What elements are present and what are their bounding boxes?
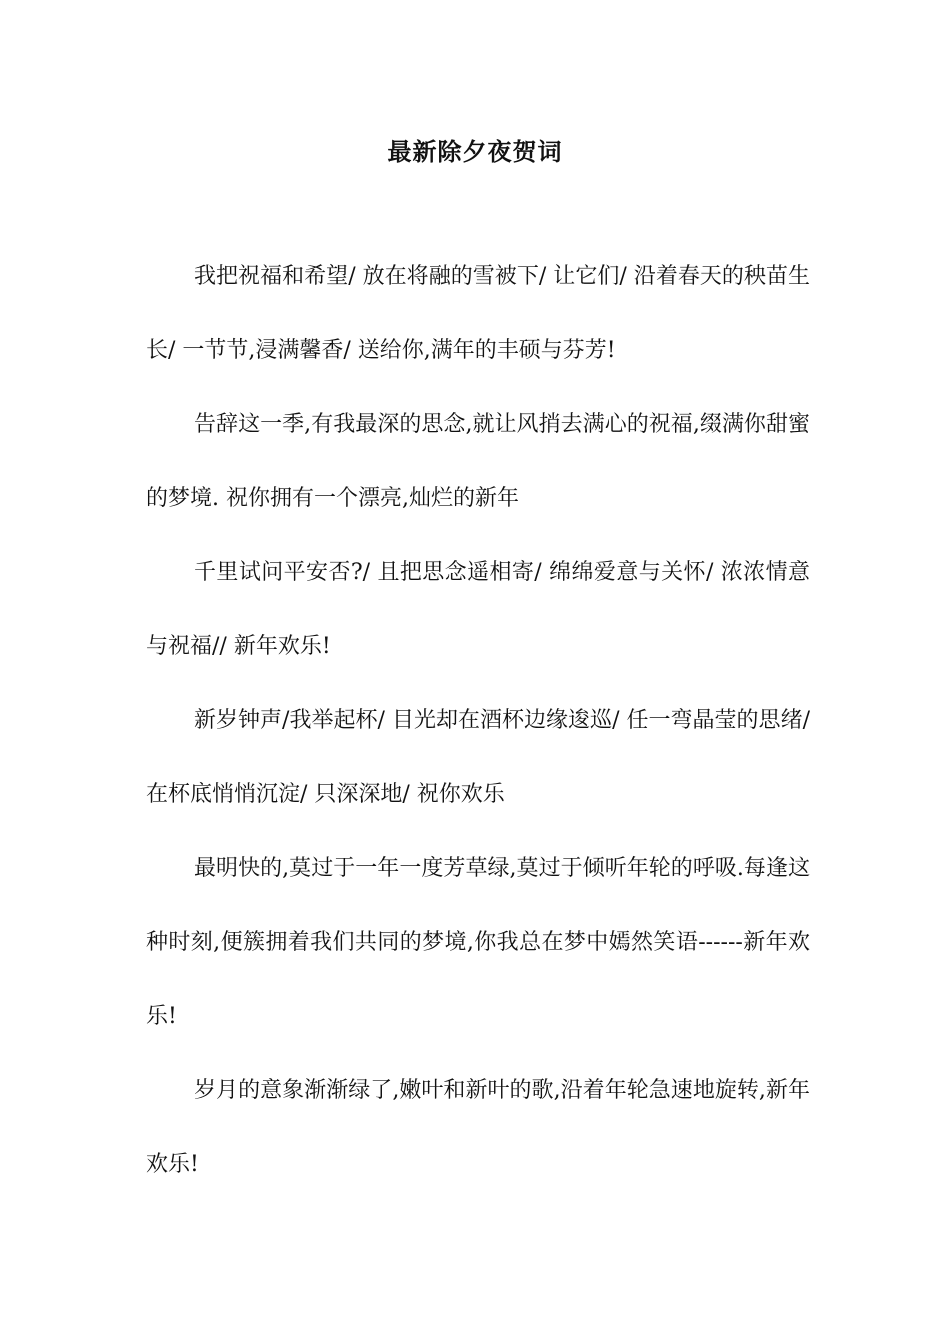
paragraph: 最明快的,莫过于一年一度芳草绿,莫过于倾听年轮的呼吸.每逢这种时刻,便簇拥着我们共同的梦境,你我总在梦中嫣然笑语------新年欢乐!: [146, 856, 810, 1029]
document-title: 最新除夕夜贺词: [387, 137, 563, 166]
paragraph: 千里试问平安否?/ 且把思念遥相寄/ 绵绵爱意与关怀/ 浓浓情意与祝福// 新年欢乐!: [146, 560, 810, 659]
paragraph: 我把祝福和希望/ 放在将融的雪被下/ 让它们/ 沿着春天的秧苗生长/ 一节节,浸满馨香/ 送给你,满年的丰硕与芬芳!: [146, 264, 810, 363]
document-body: [146, 240, 810, 1202]
paragraph: 告辞这一季,有我最深的思念,就让风捎去满心的祝福,缀满你甜蜜的梦境. 祝你拥有一个漂亮,灿烂的新年: [146, 412, 810, 511]
paragraph: 岁月的意象渐渐绿了,嫩叶和新叶的歌,沿着年轮急速地旋转,新年欢乐!: [146, 1078, 810, 1177]
paragraph: 新岁钟声/我举起杯/ 目光却在酒杯边缘逡巡/ 任一弯晶莹的思绪/ 在杯底悄悄沉淀/ 只深深地/ 祝你欢乐: [146, 708, 810, 807]
